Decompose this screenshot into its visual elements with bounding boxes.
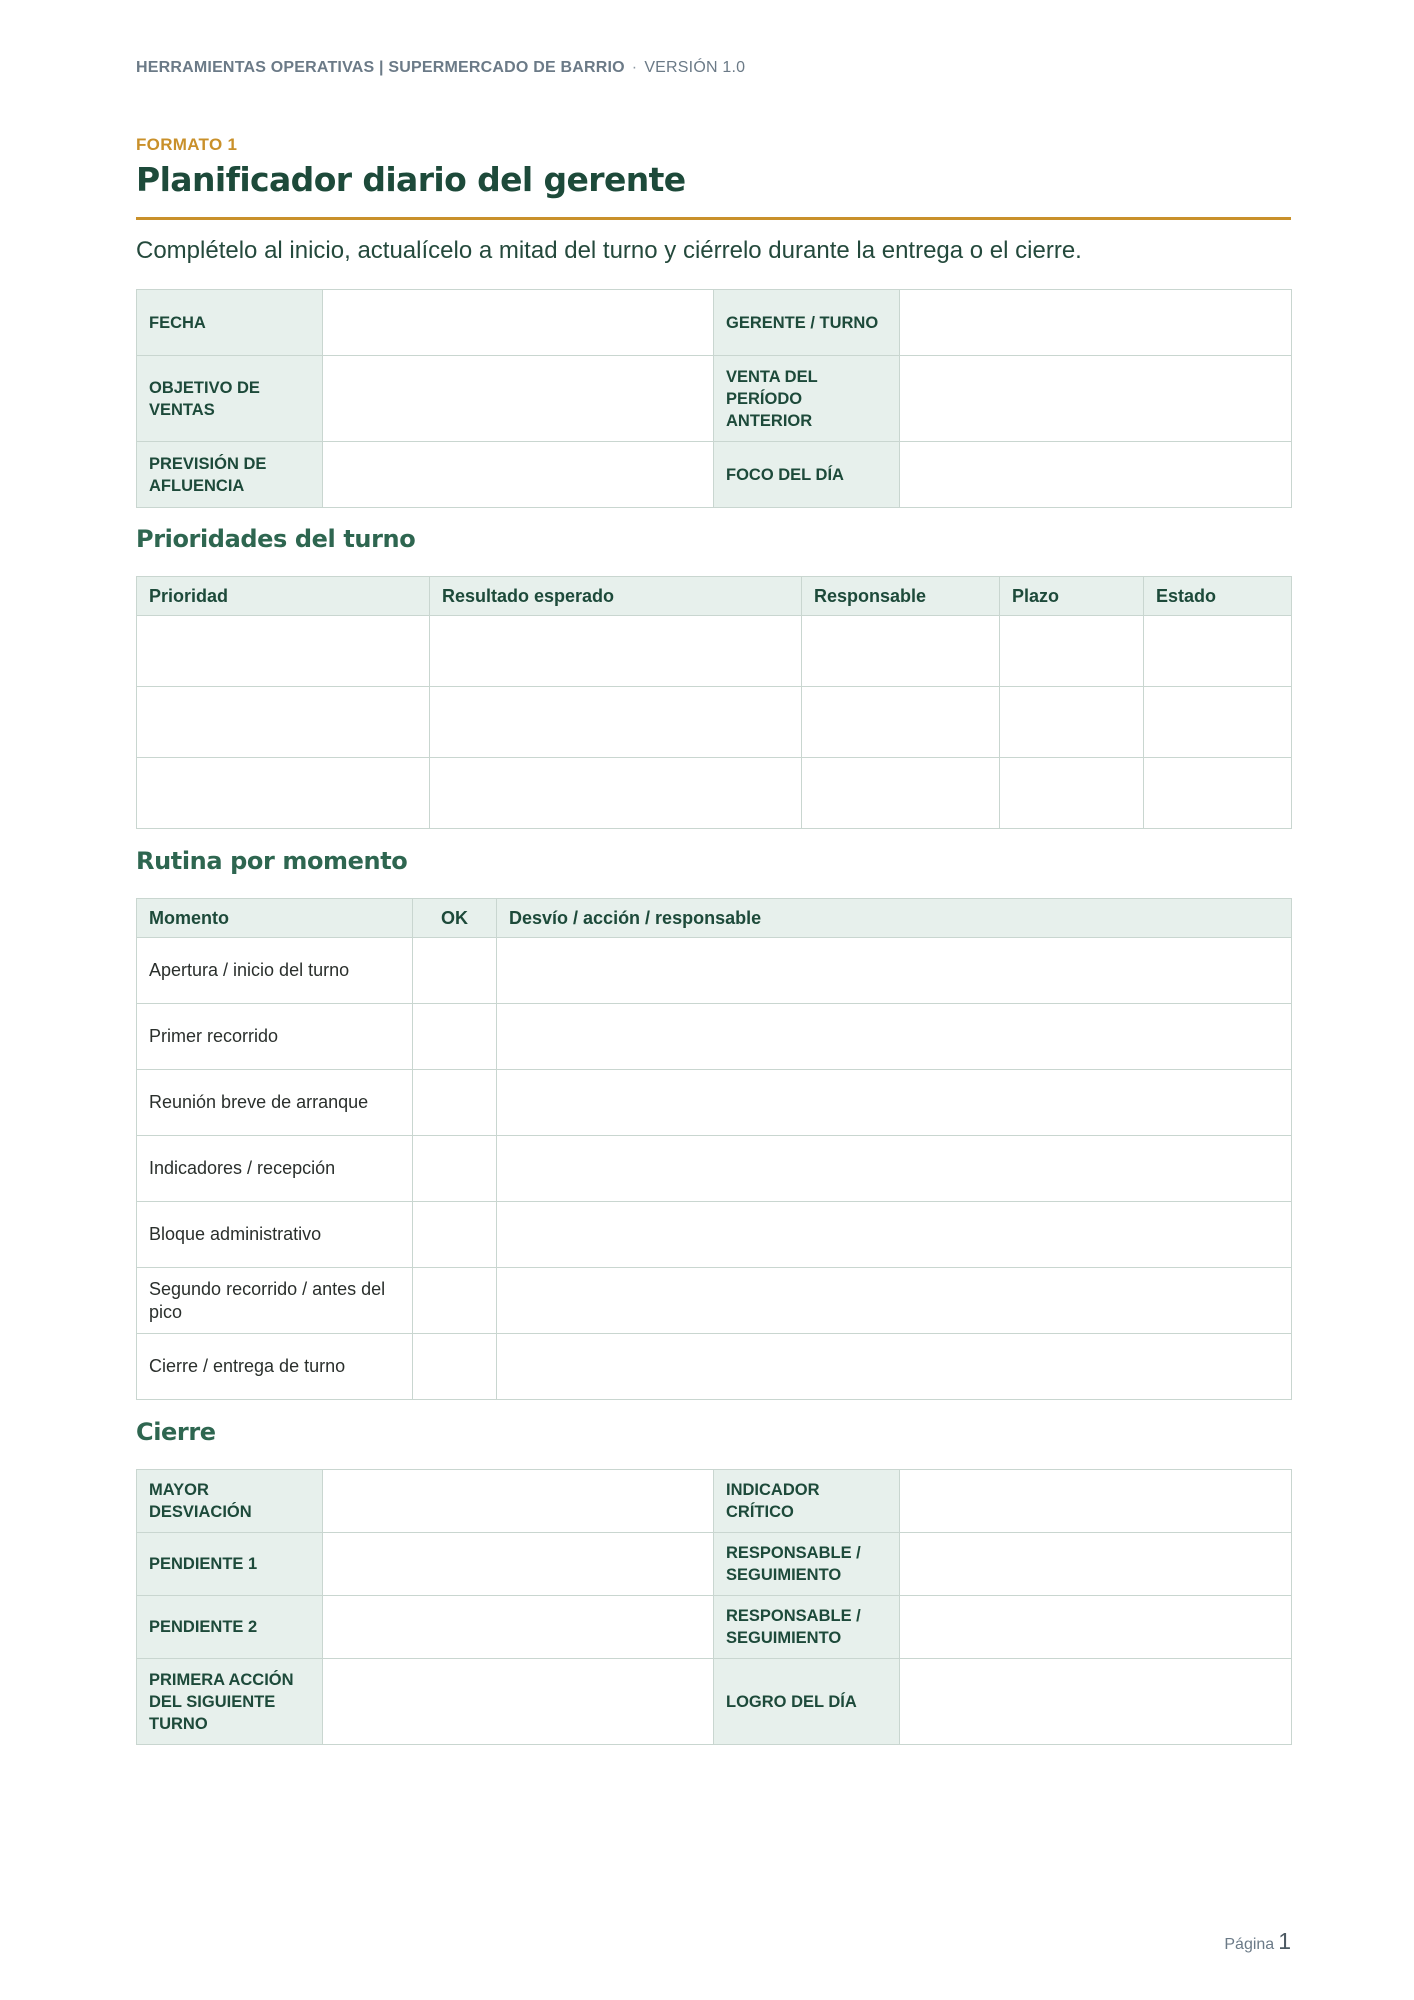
table-row <box>137 616 1292 687</box>
column-header: Plazo <box>1000 577 1144 616</box>
priorities-table <box>136 576 1292 829</box>
action-cell[interactable] <box>497 1136 1292 1202</box>
closing-table <box>136 1469 1292 1745</box>
ok-cell[interactable] <box>413 1202 497 1268</box>
closing-label: PENDIENTE 2 <box>137 1596 323 1659</box>
table-row <box>137 938 1292 1004</box>
column-header: Prioridad <box>137 577 430 616</box>
info-label: FECHA <box>137 290 323 356</box>
table-row <box>137 1004 1292 1070</box>
owner-cell[interactable] <box>802 758 1000 829</box>
header-separator: · <box>631 59 638 76</box>
priorities-section-title: Prioridades del turno <box>136 525 416 553</box>
info-table <box>136 289 1292 508</box>
info-input-cell[interactable] <box>323 442 714 508</box>
info-row <box>137 290 1292 356</box>
routine-section-title: Rutina por momento <box>136 847 408 875</box>
info-label: OBJETIVO DE VENTAS <box>137 356 323 442</box>
table-row <box>137 687 1292 758</box>
ok-cell[interactable] <box>413 1004 497 1070</box>
format-label: FORMATO 1 <box>136 135 238 154</box>
moment-label: Bloque administrativo <box>137 1202 413 1268</box>
closing-label: INDICADOR CRÍTICO <box>714 1470 900 1533</box>
action-cell[interactable] <box>497 1268 1292 1334</box>
closing-row <box>137 1533 1292 1596</box>
ok-cell[interactable] <box>413 1334 497 1400</box>
version-label: VERSIÓN 1.0 <box>644 59 746 76</box>
info-label: PREVISIÓN DE AFLUENCIA <box>137 442 323 508</box>
table-row <box>137 1268 1292 1334</box>
table-header-row <box>137 899 1292 938</box>
closing-input-cell[interactable] <box>323 1596 714 1659</box>
running-header-text: HERRAMIENTAS OPERATIVAS | SUPERMERCADO DE BARRIO <box>136 59 625 76</box>
table-header-row <box>137 577 1292 616</box>
priority-cell[interactable] <box>137 758 430 829</box>
closing-input-cell[interactable] <box>323 1470 714 1533</box>
page-number: 1 <box>1278 1928 1291 1954</box>
owner-cell[interactable] <box>802 687 1000 758</box>
closing-row <box>137 1596 1292 1659</box>
status-cell[interactable] <box>1144 758 1292 829</box>
ok-cell[interactable] <box>413 938 497 1004</box>
info-label: FOCO DEL DÍA <box>714 442 900 508</box>
page-title: Planificador diario del gerente <box>136 160 686 199</box>
info-input-cell[interactable] <box>900 290 1292 356</box>
moment-label: Segundo recorrido / antes del pico <box>137 1268 413 1334</box>
closing-section-title: Cierre <box>136 1418 216 1446</box>
ok-cell[interactable] <box>413 1070 497 1136</box>
closing-label: RESPONSABLE / SEGUIMIENTO <box>714 1596 900 1659</box>
table-row <box>137 1136 1292 1202</box>
ok-cell[interactable] <box>413 1268 497 1334</box>
action-cell[interactable] <box>497 1004 1292 1070</box>
table-row <box>137 1202 1292 1268</box>
deadline-cell[interactable] <box>1000 687 1144 758</box>
ok-cell[interactable] <box>413 1136 497 1202</box>
routine-table <box>136 898 1292 1400</box>
action-cell[interactable] <box>497 1070 1292 1136</box>
closing-label: PRIMERA ACCIÓN DEL SIGUIENTE TURNO <box>137 1659 323 1745</box>
closing-input-cell[interactable] <box>323 1533 714 1596</box>
info-input-cell[interactable] <box>900 442 1292 508</box>
moment-label: Reunión breve de arranque <box>137 1070 413 1136</box>
info-row <box>137 442 1292 508</box>
moment-label: Indicadores / recepción <box>137 1136 413 1202</box>
page-label: Página <box>1224 1936 1275 1953</box>
info-input-cell[interactable] <box>323 356 714 442</box>
closing-row <box>137 1659 1292 1745</box>
moment-label: Primer recorrido <box>137 1004 413 1070</box>
deadline-cell[interactable] <box>1000 758 1144 829</box>
column-header: Estado <box>1144 577 1292 616</box>
result-cell[interactable] <box>430 687 802 758</box>
running-header <box>136 59 745 77</box>
column-header: Responsable <box>802 577 1000 616</box>
closing-input-cell[interactable] <box>900 1596 1292 1659</box>
result-cell[interactable] <box>430 616 802 687</box>
status-cell[interactable] <box>1144 616 1292 687</box>
closing-input-cell[interactable] <box>900 1470 1292 1533</box>
page-footer <box>1224 1928 1291 1955</box>
info-row <box>137 356 1292 442</box>
closing-label: MAYOR DESVIACIÓN <box>137 1470 323 1533</box>
column-header: Momento <box>137 899 413 938</box>
closing-input-cell[interactable] <box>900 1659 1292 1745</box>
table-row <box>137 1334 1292 1400</box>
priority-cell[interactable] <box>137 616 430 687</box>
info-label: GERENTE / TURNO <box>714 290 900 356</box>
info-input-cell[interactable] <box>323 290 714 356</box>
closing-label: RESPONSABLE / SEGUIMIENTO <box>714 1533 900 1596</box>
closing-row <box>137 1470 1292 1533</box>
moment-label: Apertura / inicio del turno <box>137 938 413 1004</box>
info-input-cell[interactable] <box>900 356 1292 442</box>
priority-cell[interactable] <box>137 687 430 758</box>
deadline-cell[interactable] <box>1000 616 1144 687</box>
action-cell[interactable] <box>497 1334 1292 1400</box>
closing-label: PENDIENTE 1 <box>137 1533 323 1596</box>
table-row <box>137 758 1292 829</box>
result-cell[interactable] <box>430 758 802 829</box>
moment-label: Cierre / entrega de turno <box>137 1334 413 1400</box>
closing-label: LOGRO DEL DÍA <box>714 1659 900 1745</box>
instructions-subtitle: Complételo al inicio, actualícelo a mitad del turno y ciérrelo durante la entrega o el cierre. <box>136 237 1082 264</box>
closing-input-cell[interactable] <box>323 1659 714 1745</box>
column-header: Resultado esperado <box>430 577 802 616</box>
closing-input-cell[interactable] <box>900 1533 1292 1596</box>
status-cell[interactable] <box>1144 687 1292 758</box>
owner-cell[interactable] <box>802 616 1000 687</box>
column-header: OK <box>413 899 497 938</box>
column-header: Desvío / acción / responsable <box>497 899 1292 938</box>
title-divider <box>136 217 1291 220</box>
info-label: VENTA DEL PERÍODO ANTERIOR <box>714 356 900 442</box>
table-row <box>137 1070 1292 1136</box>
action-cell[interactable] <box>497 938 1292 1004</box>
action-cell[interactable] <box>497 1202 1292 1268</box>
